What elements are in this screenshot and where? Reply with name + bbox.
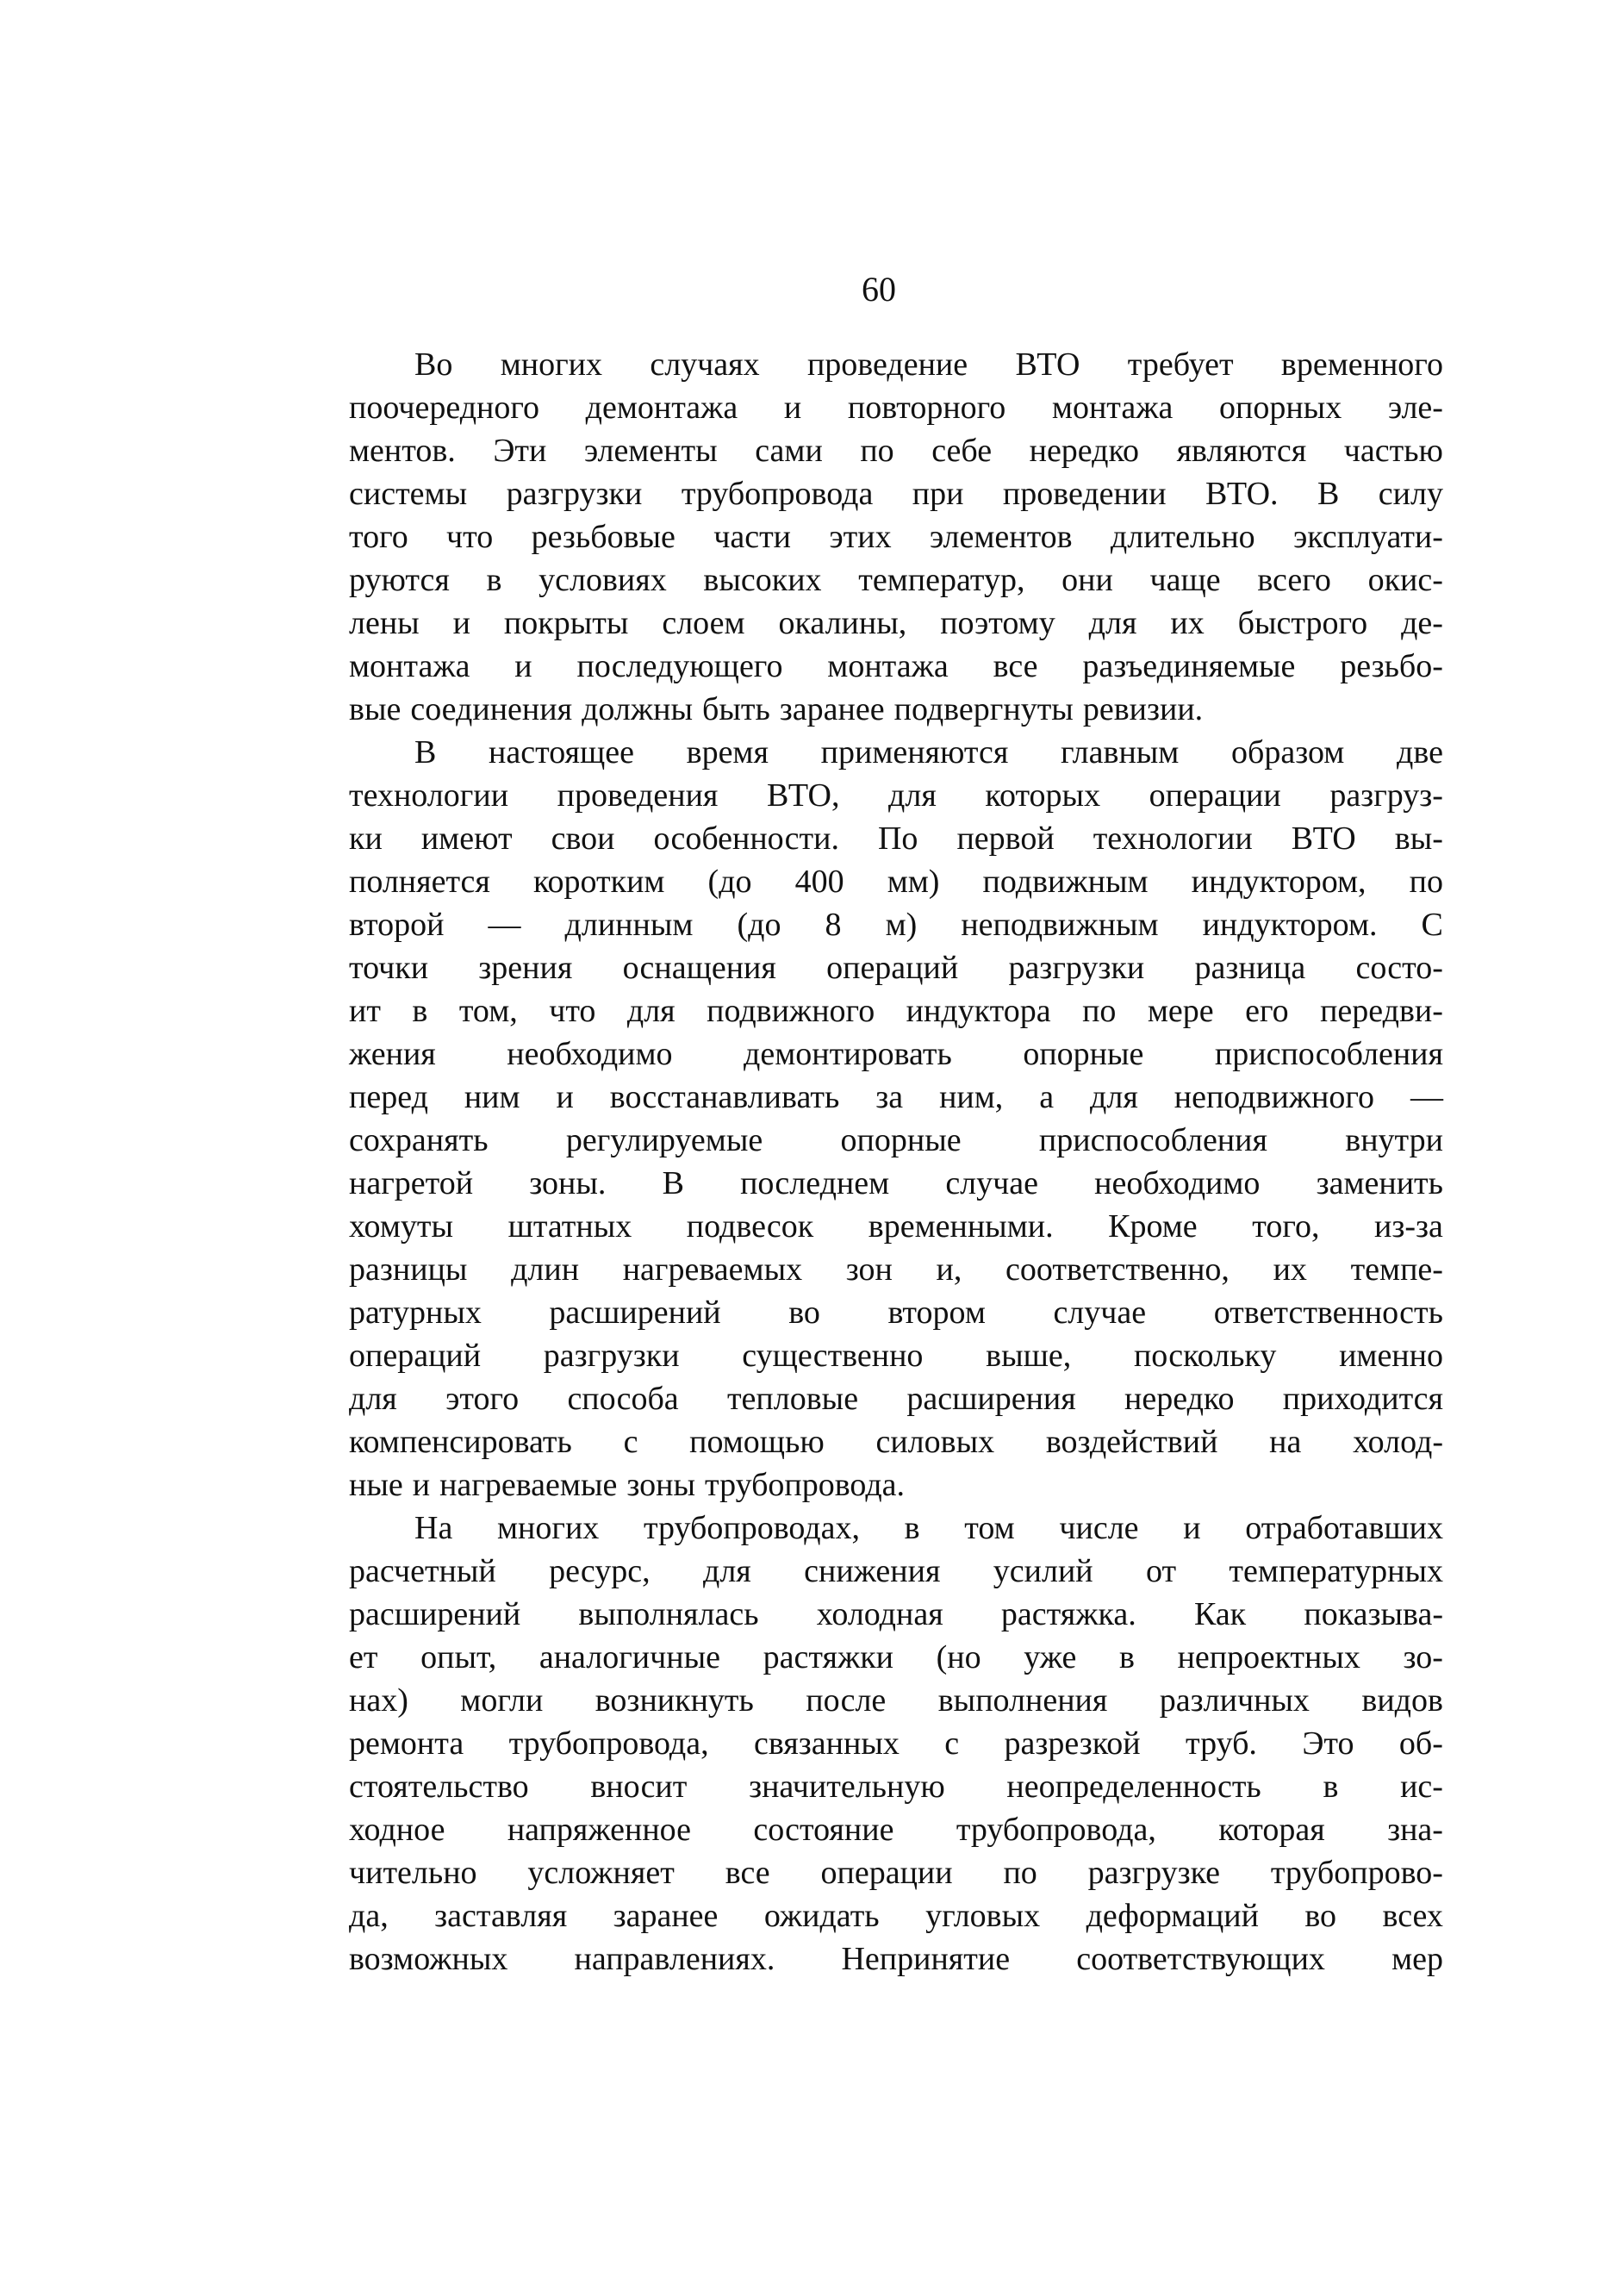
text-line: нах) могли возникнуть после выполнения различных видов	[349, 1682, 1443, 1719]
text-line: системы разгрузки трубопровода при проведении ВТО. В силу	[349, 476, 1443, 512]
text-line: В настоящее время применяются главным образом две	[414, 734, 1443, 771]
page-number: 60	[862, 270, 896, 309]
text-line: расчетный ресурс, для снижения усилий от температурных	[349, 1553, 1443, 1589]
body-text	[349, 343, 1443, 1981]
text-line: компенсировать с помощью силовых воздействий на холод-	[349, 1424, 1443, 1460]
paragraph	[349, 343, 1443, 731]
text-line: чительно усложняет все операции по разгрузке трубопрово-	[349, 1855, 1443, 1891]
text-line: перед ним и восстанавливать за ним, а для неподвижного —	[349, 1079, 1443, 1115]
text-line: ки имеют свои особенности. По первой технологии ВТО вы-	[349, 820, 1443, 857]
text-line: ратурных расширений во втором случае ответственность	[349, 1295, 1443, 1331]
text-line: ремонта трубопровода, связанных с разрезкой труб. Это об-	[349, 1725, 1443, 1762]
text-line: Во многих случаях проведение ВТО требует временного	[414, 346, 1443, 383]
text-line: расширений выполнялась холодная растяжка. Как показыва-	[349, 1596, 1443, 1632]
text-line: хомуты штатных подвесок временными. Кроме того, из-за	[349, 1208, 1443, 1245]
text-line: операций разгрузки существенно выше, поскольку именно	[349, 1338, 1443, 1374]
text-line: технологии проведения ВТО, для которых операции разгруз-	[349, 777, 1443, 814]
text-line: поочередного демонтажа и повторного монтажа опорных эле-	[349, 390, 1443, 426]
text-line: да, заставляя заранее ожидать угловых деформаций во всех	[349, 1898, 1443, 1934]
text-line: монтажа и последующего монтажа все разъединяемые резьбо-	[349, 648, 1443, 684]
text-line: второй — длинным (до 8 м) неподвижным индуктором. С	[349, 907, 1443, 943]
text-line: ходное напряженное состояние трубопровода, которая зна-	[349, 1812, 1443, 1848]
paragraph	[349, 731, 1443, 1507]
text-line: стоятельство вносит значительную неопределенность в ис-	[349, 1769, 1443, 1805]
text-line: вые соединения должны быть заранее подвергнуты ревизии.	[349, 691, 1204, 727]
text-line: для этого способа тепловые расширения нередко приходится	[349, 1381, 1443, 1417]
text-line: лены и покрыты слоем окалины, поэтому для их быстрого де-	[349, 605, 1443, 641]
text-line: ментов. Эти элементы сами по себе нередко являются частью	[349, 433, 1443, 469]
text-line: ит в том, что для подвижного индуктора по мере его передви-	[349, 993, 1443, 1029]
paragraph	[349, 1507, 1443, 1981]
text-line: сохранять регулируемые опорные приспособления внутри	[349, 1122, 1443, 1158]
text-line: точки зрения оснащения операций разгрузки разница состо-	[349, 950, 1443, 986]
text-line: руются в условиях высоких температур, они чаще всего окис-	[349, 562, 1443, 598]
text-line: того что резьбовые части этих элементов длительно эксплуати-	[349, 519, 1443, 555]
text-line: разницы длин нагреваемых зон и, соответственно, их темпе-	[349, 1251, 1443, 1288]
text-line: ет опыт, аналогичные растяжки (но уже в непроектных зо-	[349, 1639, 1443, 1675]
text-line: возможных направлениях. Непринятие соответствующих мер	[349, 1941, 1443, 1977]
text-line: жения необходимо демонтировать опорные приспособления	[349, 1036, 1443, 1072]
text-line: ные и нагреваемые зоны трубопровода.	[349, 1467, 906, 1503]
text-line: На многих трубопроводах, в том числе и отработавших	[414, 1510, 1443, 1546]
text-line: полняется коротким (до 400 мм) подвижным индуктором, по	[349, 864, 1443, 900]
text-line: нагретой зоны. В последнем случае необходимо заменить	[349, 1165, 1443, 1201]
